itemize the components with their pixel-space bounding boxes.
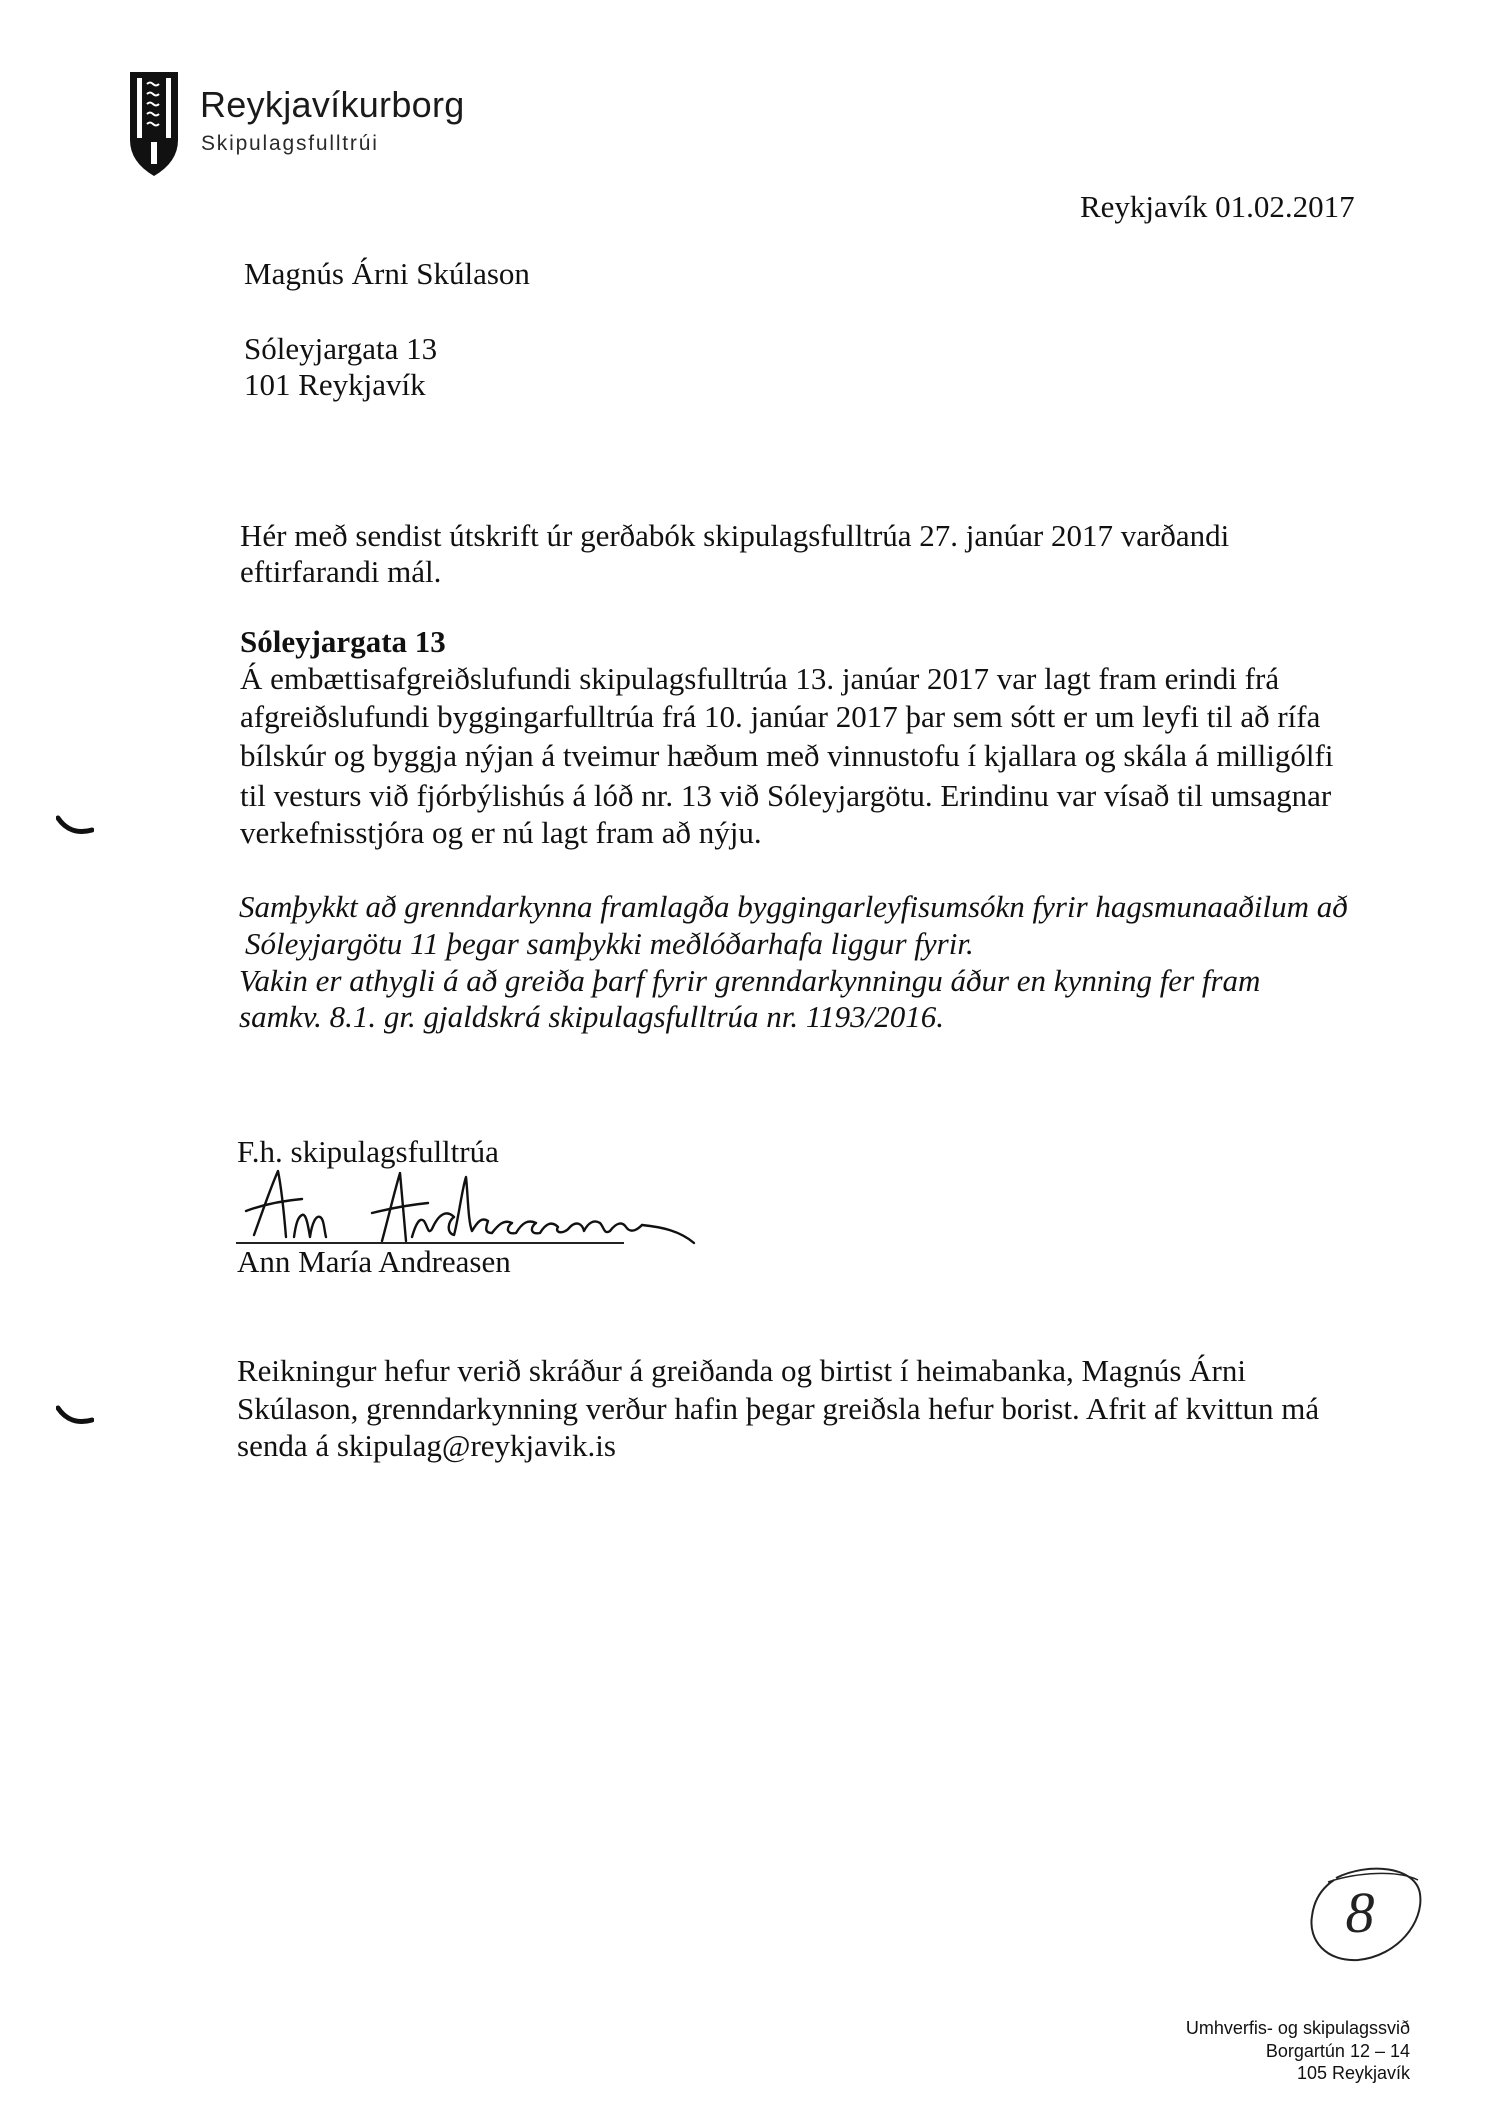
intro-line: Hér með sendist útskrift úr gerðabók skipulagsfulltrúa 27. janúar 2017 varðandi xyxy=(240,518,1230,553)
case-title: Sóleyjargata 13 xyxy=(240,624,446,659)
signatory-name: Ann María Andreasen xyxy=(237,1244,511,1279)
decision-line: Vakin er athygli á að greiða þarf fyrir grenndarkynningu áður en kynning fer fram xyxy=(239,963,1261,998)
recipient-name: Magnús Árni Skúlason xyxy=(244,256,530,291)
intro-line: eftirfarandi mál. xyxy=(240,554,442,589)
billing-line: Reikningur hefur verið skráður á greiðanda og birtist í heimabanka, Magnús Árni xyxy=(237,1353,1246,1388)
case-line: afgreiðslufundi byggingarfulltrúa frá 10. janúar 2017 þar sem sótt er um leyfi til að rífa xyxy=(240,699,1321,734)
page-number-text: 8 xyxy=(1345,1880,1375,1945)
billing-line: senda á skipulag@reykjavik.is xyxy=(237,1428,616,1463)
footer-department: Umhverfis- og skipulagssvið xyxy=(1185,2018,1410,2038)
footer-street: Borgartún 12 – 14 xyxy=(1265,2041,1410,2061)
handwritten-signature xyxy=(232,1165,702,1247)
recipient-city: 101 Reykjavík xyxy=(244,367,426,402)
decision-line: Sóleyjargötu 11 þegar samþykki meðlóðarhafa liggur fyrir. xyxy=(245,926,974,961)
case-line: til vesturs við fjórbýlishús á lóð nr. 13 við Sóleyjargötu. Erindinu var vísað til umsagnar xyxy=(240,778,1332,813)
margin-tick-mark xyxy=(56,1404,94,1426)
decision-line: samkv. 8.1. gr. gjaldskrá skipulagsfulltrúa nr. 1193/2016. xyxy=(239,999,944,1034)
billing-line: Skúlason, grenndarkynning verður hafin þegar greiðsla hefur borist. Afrit af kvittun má xyxy=(237,1391,1320,1426)
organization-name: Reykjavíkurborg xyxy=(200,84,465,125)
decision-line: Samþykkt að grenndarkynna framlagða byggingarleyfisumsókn fyrir hagsmunaaðilum að xyxy=(239,889,1348,924)
margin-tick-mark xyxy=(56,814,94,836)
case-line: verkefnisstjóra og er nú lagt fram að nýju. xyxy=(240,815,762,850)
reykjavik-coat-of-arms-icon xyxy=(128,70,180,178)
circled-page-number xyxy=(1298,1858,1428,1970)
signature-role: F.h. skipulagsfulltrúa xyxy=(237,1134,499,1169)
footer-city: 105 Reykjavík xyxy=(1296,2063,1410,2083)
case-line: bílskúr og byggja nýjan á tveimur hæðum með vinnustofu í kjallara og skála á milligólfi xyxy=(240,738,1334,773)
department-name: Skipulagsfulltrúi xyxy=(201,132,379,155)
letter-date: Reykjavík 01.02.2017 xyxy=(1080,189,1355,224)
case-line: Á embættisafgreiðslufundi skipulagsfulltrúa 13. janúar 2017 var lagt fram erindi frá xyxy=(240,661,1280,696)
recipient-street: Sóleyjargata 13 xyxy=(244,331,438,366)
